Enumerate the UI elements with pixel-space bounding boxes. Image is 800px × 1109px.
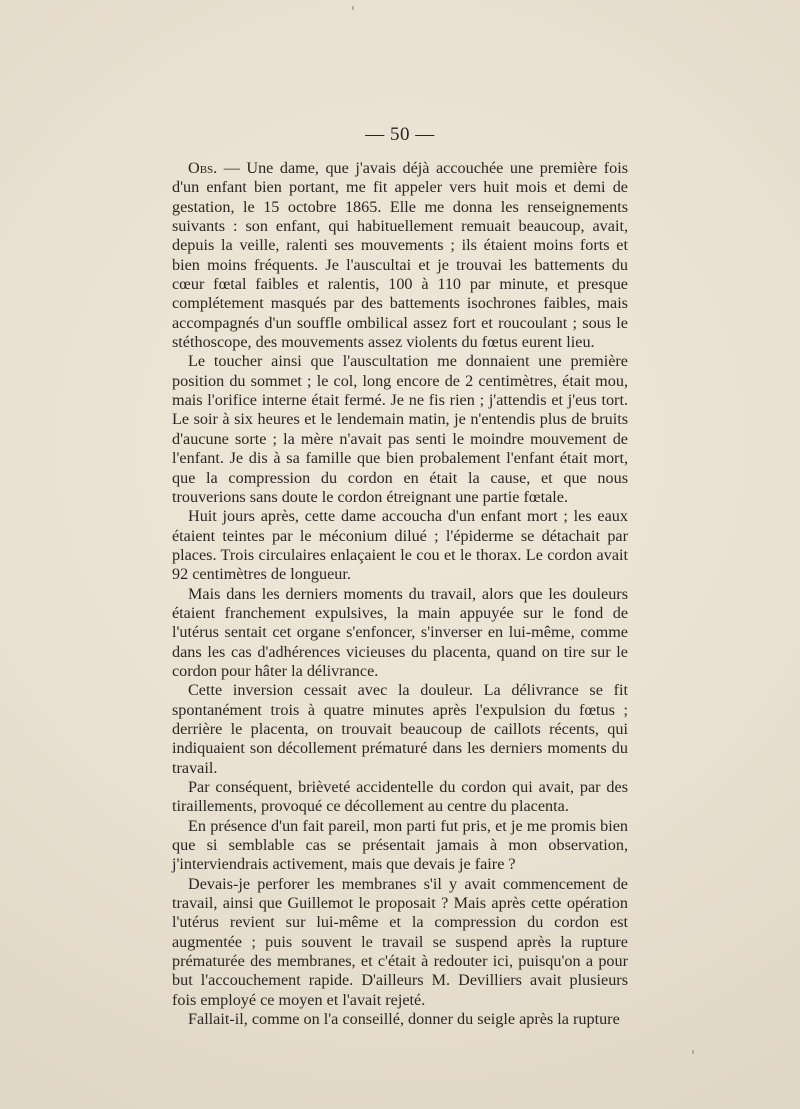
- paragraph: Huit jours après, cette dame accoucha d'un enfant mort ; les eaux étaient teintes par le méconium dilué ; l'épiderme se détachait par places. Trois circulaires enlaçaient le cou et le thorax. Le cordon avait 92 centimètres de longueur.: [172, 507, 628, 584]
- paragraph: Par conséquent, brièveté accidentelle du cordon qui avait, par des tiraillements, provoqué ce décollement au centre du placenta.: [172, 778, 628, 816]
- paragraph: Devais-je perforer les membranes s'il y avait commencement de travail, ainsi que Guillemot le proposait ? Mais après cette opération l'utérus revient sur lui-même et la compression du cordon est augmentée ; puis souvent le travail se suspend après la rupture prématurée des membranes, et c'était à redouter ici, puisqu'on a pour but l'accouchement rapide. D'ailleurs M. Devilliers avait plusieurs fois employé ce moyen et l'avait rejeté.: [172, 874, 628, 1009]
- paper-speck: [352, 6, 354, 10]
- body-text: [172, 159, 628, 1029]
- paragraph-text: — Une dame, que j'avais déjà accouchée une première fois d'un enfant bien portant, me fit appeler vers huit mois et demi de gestation, le 15 octobre 1865. Elle me donna les renseignements suivants : son enfant, qui habituellement remuait beaucoup, avait, depuis la veille, ralenti ses mouvements ; ils étaient moins forts et bien moins fréquents. Je l'auscultai et je trouvai les battements du cœur fœtal faibles et ralentis, 100 à 110 par minute, et presque complétement masqués par des battements isochrones faibles, mais accompagnés d'un souffle ombilical assez fort et roucoulant ; sous le stéthoscope, des mouvements assez violents du fœtus eurent lieu.: [172, 159, 628, 352]
- paragraph: Le toucher ainsi que l'auscultation me donnaient une première position du sommet ; le col, long encore de 2 centimètres, était mou, mais l'orifice interne était fermé. Je ne fis rien ; j'attendis et j'eus tort. Le soir à six heures et le lendemain matin, je n'entendis plus de bruits d'aucune sorte ; la mère n'avait pas senti le moindre mouvement de l'enfant. Je dis à sa famille que bien probalement l'enfant était mort, que la compression du cordon en était la cause, et que nous trouverions sans doute le cordon étreignant une partie fœtale.: [172, 352, 628, 506]
- paragraph-last: Fallait-il, comme on l'a conseillé, donner du seigle après la rupture: [188, 1010, 620, 1029]
- paper-speck: [692, 1050, 694, 1054]
- paragraph: Cette inversion cessait avec la douleur. La délivrance se fit spontanément trois à quatre minutes après l'expulsion du fœtus ; derrière le placenta, on trouvait beaucoup de caillots récents, qui indiquaient son décollement prématuré dans les derniers moments du travail.: [172, 681, 628, 777]
- paragraph-observation: [172, 159, 628, 352]
- observation-label: Obs.: [188, 159, 218, 177]
- paragraph: En présence d'un fait pareil, mon parti fut pris, et je me promis bien que si semblable cas se présentait jamais à mon observation, j'interviendrais activement, mais que devais je faire ?: [172, 816, 628, 874]
- paragraph: Mais dans les derniers moments du travail, alors que les douleurs étaient franchement expulsives, la main appuyée sur le fond de l'utérus sentait cet organe s'enfoncer, s'inverser en lui-même, comme dans les cas d'adhérences vicieuses du placenta, quand on tire sur le cordon pour hâter la délivrance.: [172, 584, 628, 680]
- page-number: — 50 —: [365, 124, 435, 145]
